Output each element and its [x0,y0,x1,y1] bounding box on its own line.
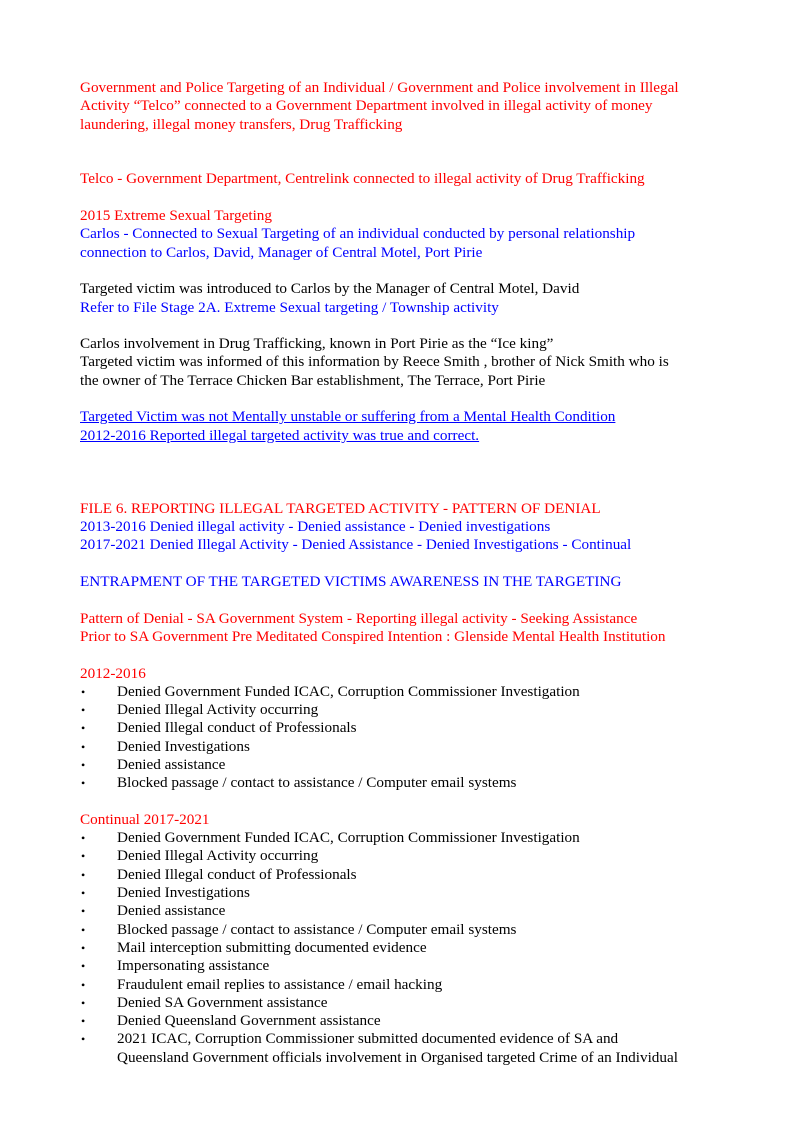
entrapment-heading: ENTRAPMENT OF THE TARGETED VICTIMS AWARENESS IN THE TARGETING [80,573,622,591]
intro-line: laundering, illegal money transfers, Drug Trafficking [80,115,403,133]
list-item: • Denied assistance [81,755,226,773]
list-2017 [80,829,720,1067]
file6-line-2017: 2017-2021 Denied Illegal Activity - Denied Assistance - Denied Investigations - Continual [80,536,632,554]
carlos-line: Carlos - Connected to Sexual Targeting of an individual conducted by personal relationship [80,225,636,243]
list-item: • Mail interception submitting documented evidence [81,938,427,956]
list-item: • Denied Government Funded ICAC, Corruption Commissioner Investigation [81,829,580,847]
list-item: • Denied assistance [81,902,226,920]
bullet-icon: • [81,959,86,974]
prior-line: Prior to SA Government Pre Meditated Conspired Intention : Glenside Mental Health Institution [80,627,666,645]
list-item: • Denied Illegal conduct of Professionals [81,865,357,883]
bullet-icon: • [81,977,86,992]
list-item: • Blocked passage / contact to assistance / Computer email systems [81,774,517,792]
bullet-icon: • [81,886,86,901]
list-item: • Impersonating assistance [81,957,270,975]
bullet-icon: • [81,757,86,772]
list-2012 [80,683,720,793]
reported-activity-link[interactable]: 2012-2016 Reported illegal targeted activity was true and correct. [80,426,480,444]
bullet-icon: • [81,904,86,919]
pattern-line: Pattern of Denial - SA Government System - Reporting illegal activity - Seeking Assistance [80,609,638,627]
list-item-line: 2021 ICAC, Corruption Commissioner submitted documented evidence of SA and [117,1030,619,1048]
list-item: • Denied SA Government assistance [81,993,328,1011]
telco-line: Telco - Government Department, Centrelink connected to illegal activity of Drug Trafficking [80,170,645,188]
list-item: • Blocked passage / contact to assistance / Computer email systems [81,920,517,938]
list-2012-heading: 2012-2016 [80,664,146,682]
introduction-line: Targeted victim was introduced to Carlos by the Manager of Central Motel, David [80,280,580,298]
intro-paragraph [80,79,720,134]
list-item: • Denied Queensland Government assistance [81,1012,381,1030]
drug-line: the owner of The Terrace Chicken Bar establishment, The Terrace, Port Pirie [80,371,546,389]
list-2017-heading: Continual 2017-2021 [80,810,210,828]
list-item: • Denied Illegal conduct of Professionals [81,719,357,737]
drug-line: Carlos involvement in Drug Trafficking, known in Port Pirie as the “Ice king” [80,335,554,353]
list-item: • Denied Government Funded ICAC, Corruption Commissioner Investigation [81,682,580,700]
list-item: • Denied Illegal Activity occurring [81,847,319,865]
bullet-icon: • [81,849,86,864]
list-item: • Denied Investigations [81,737,250,755]
carlos-line: connection to Carlos, David, Manager of Central Motel, Port Pirie [80,243,483,261]
carlos-connection-paragraph [80,225,720,262]
mental-health-link[interactable]: Targeted Victim was not Mentally unstable or suffering from a Mental Health Condition [80,408,616,426]
bullet-icon: • [81,739,86,754]
intro-line: Government and Police Targeting of an Individual / Government and Police involvement in Illegal [80,79,679,96]
drug-trafficking-paragraph [80,335,720,390]
bullet-icon: • [81,831,86,846]
list-item: • Denied Illegal Activity occurring [81,701,319,719]
bullet-icon: • [81,922,86,937]
file6-title: FILE 6. REPORTING ILLEGAL TARGETED ACTIVITY - PATTERN OF DENIAL [80,499,601,517]
bullet-icon: • [81,703,86,718]
file6-line-2013: 2013-2016 Denied illegal activity - Denied assistance - Denied investigations [80,518,551,536]
intro-line: Activity “Telco” connected to a Government Department involved in illegal activity of money [80,97,653,115]
bullet-icon: • [81,1032,86,1047]
drug-line: Targeted victim was informed of this information by Reece Smith , brother of Nick Smith who is [80,353,669,371]
refer-file-line: Refer to File Stage 2A. Extreme Sexual targeting / Township activity [80,298,499,316]
section-2015-heading: 2015 Extreme Sexual Targeting [80,207,272,225]
bullet-icon: • [81,867,86,882]
bullet-icon: • [81,940,86,955]
bullet-icon: • [81,684,86,699]
bullet-icon: • [81,1014,86,1029]
list-item [80,1030,720,1067]
list-item-line: Queensland Government officials involvement in Organised targeted Crime of an Individual [117,1048,678,1066]
list-item: • Denied Investigations [81,884,250,902]
bullet-icon: • [81,721,86,736]
document-page [80,79,720,1067]
bullet-icon: • [81,776,86,791]
list-item: • Fraudulent email replies to assistance / email hacking [81,975,443,993]
bullet-icon: • [81,995,86,1010]
